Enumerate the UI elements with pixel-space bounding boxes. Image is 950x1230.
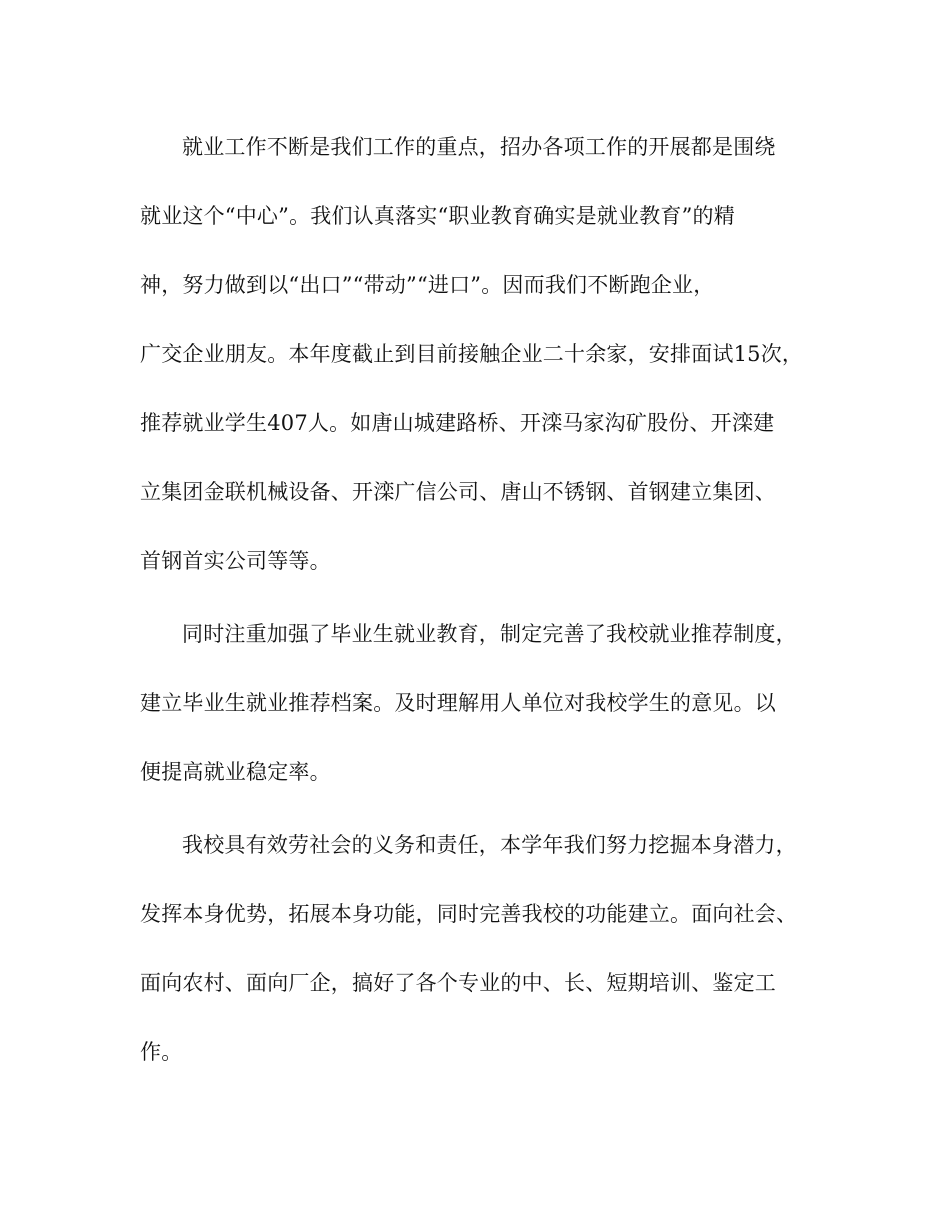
paragraph-3-line-1: 我校具有效劳社会的义务和责任，本学年我们努力挖掘本身潜力， <box>182 833 797 857</box>
paragraph-2-line-3: 便提高就业稳定率。 <box>140 760 331 784</box>
paragraph-2-line-2: 建立毕业生就业推荐档案。及时理解用人单位对我校学生的意见。以 <box>140 691 776 715</box>
paragraph-1-line-1: 就业工作不断是我们工作的重点，招办各项工作的开展都是围绕 <box>182 135 776 159</box>
paragraph-2-line-1: 同时注重加强了毕业生就业教育，制定完善了我校就业推荐制度， <box>182 622 797 646</box>
paragraph-1-line-5: 推荐就业学生407人。如唐山城建路桥、开滦马家沟矿股份、开滦建 <box>140 411 775 435</box>
paragraph-1-line-4: 广交企业朋友。本年度截止到目前接触企业二十余家，安排面试15次， <box>140 342 804 366</box>
paragraph-3-line-3: 面向农村、面向厂企，搞好了各个专业的中、长、短期培训、鉴定工 <box>140 971 776 995</box>
paragraph-3-line-2: 发挥本身优势，拓展本身功能，同时完善我校的功能建立。面向社会、 <box>140 902 798 926</box>
paragraph-1-line-6: 立集团金联机械设备、开滦广信公司、唐山不锈钢、首钢建立集团、 <box>140 480 776 504</box>
paragraph-3-line-4: 作。 <box>140 1040 183 1064</box>
paragraph-1-line-3: 神，努力做到以“出口”“带动”“进口”。因而我们不断跑企业， <box>140 273 715 297</box>
paragraph-1-line-7: 首钢首实公司等等。 <box>140 549 331 573</box>
paragraph-1-line-2: 就业这个“中心”。我们认真落实“职业教育确实是就业教育”的精 <box>140 204 735 228</box>
